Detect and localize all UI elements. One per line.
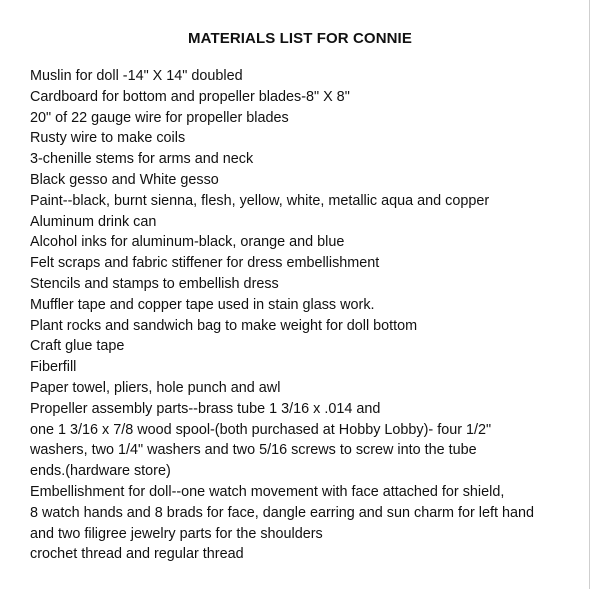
list-item: Black gesso and White gesso xyxy=(30,171,219,188)
list-item: Aluminum drink can xyxy=(30,213,157,230)
list-item: Felt scraps and fabric stiffener for dress embellishment xyxy=(30,255,380,272)
page-title: MATERIALS LIST FOR CONNIE xyxy=(188,30,412,47)
list-item: Cardboard for bottom and propeller blades-8" X 8" xyxy=(30,88,350,105)
list-item: Paint--black, burnt sienna, flesh, yellow, white, metallic aqua and copper xyxy=(30,192,490,209)
list-item: 3-chenille stems for arms and neck xyxy=(30,151,254,168)
list-item: Stencils and stamps to embellish dress xyxy=(30,275,279,292)
list-item: Embellishment for doll--one watch movement with face attached for shield, xyxy=(30,483,505,500)
list-item: Fiberfill xyxy=(30,359,77,376)
list-item: washers, two 1/4" washers and two 5/16 screws to screw into the tube xyxy=(30,442,477,459)
list-item: one 1 3/16 x 7/8 wood spool-(both purchased at Hobby Lobby)- four 1/2" xyxy=(30,421,492,438)
list-item: 8 watch hands and 8 brads for face, dangle earring and sun charm for left hand xyxy=(30,504,534,521)
list-item: Craft glue tape xyxy=(30,338,125,355)
list-item: Plant rocks and sandwich bag to make weight for doll bottom xyxy=(30,317,418,334)
materials-list xyxy=(30,66,590,565)
list-item: crochet thread and regular thread xyxy=(30,546,244,563)
list-item: ends.(hardware store) xyxy=(30,463,171,480)
list-item: Propeller assembly parts--brass tube 1 3/16 x .014 and xyxy=(30,400,381,417)
list-item: Alcohol inks for aluminum-black, orange and blue xyxy=(30,234,345,251)
list-item: Paper towel, pliers, hole punch and awl xyxy=(30,379,281,396)
list-item: Muffler tape and copper tape used in stain glass work. xyxy=(30,296,375,313)
list-item: and two filigree jewelry parts for the shoulders xyxy=(30,525,323,542)
list-item: 20" of 22 gauge wire for propeller blades xyxy=(30,109,289,126)
list-item: Muslin for doll -14" X 14" doubled xyxy=(30,68,243,84)
list-item: Rusty wire to make coils xyxy=(30,130,186,147)
